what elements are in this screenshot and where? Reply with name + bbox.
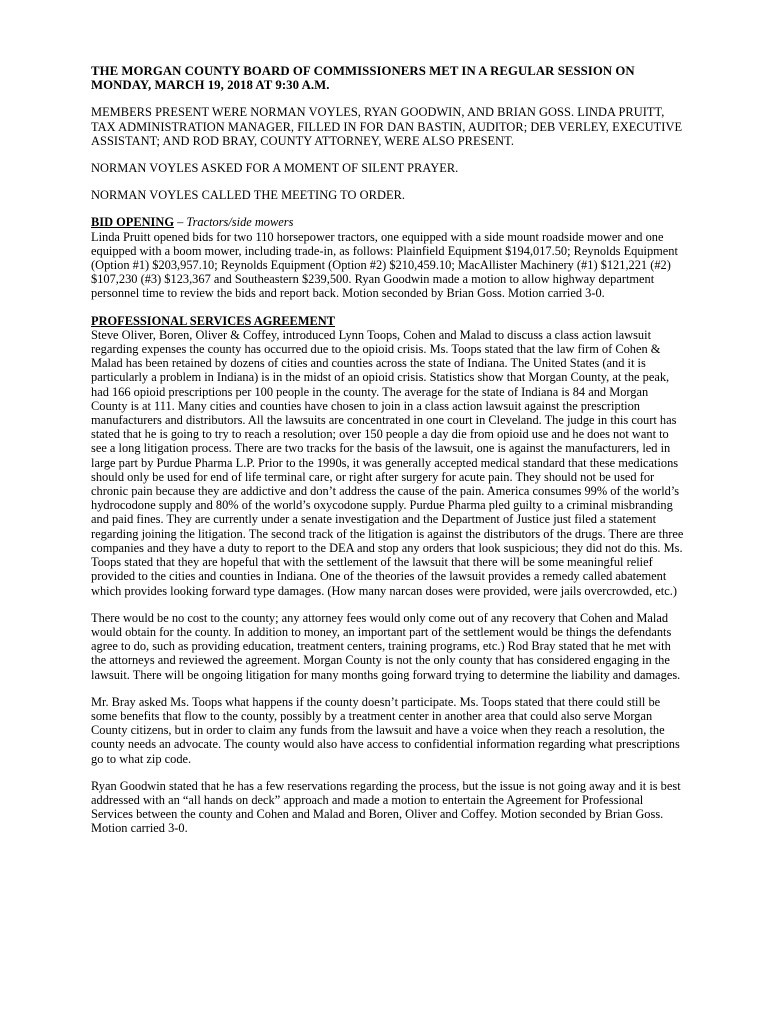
bid-opening-dash: – (173, 215, 187, 230)
cost-paragraph: There would be no cost to the county; any attorney fees would only come out of any recovery that Cohen and Malad would obtain for the county. In addition to money, an important part of the settlement would be things the defendants agree to do, such as providing education, treatment centers, training programs, etc.) Rod Bray stated that he met with the attorneys and reviewed the agreement. Morgan County is not the only county that has considered engaging in the lawsuit. There will be ongoing litigation for many months going forward trying to determine the liability and damages. (91, 610, 681, 682)
bid-opening-body: Linda Pruitt opened bids for two 110 horsepower tractors, one equipped with a side mount roadside mower and one equipped with a boom mower, including trade-in, as follows: Plainfield Equipment $194,017.50; Reynolds Equipment (Option #1) $203,957.10; Reynolds Equipment (Option #2) $210,459.10; MacAllister Machinery (#1) $121,221 (#2) $107,230 (#3) $123,367 and Southeastern $239,500. Ryan Goodwin made a motion to allow highway department personnel time to review the bids and report back. Motion seconded by Brian Goss. Motion carried 3-0. (91, 229, 678, 301)
professional-services-body: Steve Oliver, Boren, Oliver & Coffey, introduced Lynn Toops, Cohen and Malad to discuss a class action lawsuit regarding expenses the county has occurred due to the opioid crisis. Ms. Toops stated that the law firm of Cohen & Malad has been retained by dozens of cities and counties across the state of Indiana. The United States (and it is particularly a problem in Indiana) is in the midst of an opioid crisis. Statistics show that Morgan County, at the peak, had 166 opioid prescriptions per 100 people in the county. The average for the state of Indiana is 84 and Morgan County is at 111. Many cities and counties have chosen to join in a class action lawsuit against the prescription manufacturers and distributors. All the lawsuits are concentrated in one court in Cleveland. The judge in this court has stated that he is going to try to reach a resolution; over 150 people a day die from opioid use and he does not want to see a long litigation process. There are two tracks for the basis of the lawsuit, one is against the manufacturers, led in large part by Purdue Pharma L.P. Prior to the 1990s, it was generally accepted medical standard that these medications should only be used for end of life terminal care, or right after surgery for acute pain. They should not be used for chronic pain because they are addictive and don’t address the cause of the pain. America consumes 99% of the world’s hydrocodone supply and 80% of the world’s oxycodone supply. Purdue Pharma pled guilty to a criminal misbranding and paid fines. They are currently under a senate investigation and the Department of Justice just filed a statement regarding joining the litigation. The second track of the litigation is against the distributors of the drugs. There are three companies and they have a duty to report to the DEA and stop any orders that look suspicious; they did not do this. Ms. Toops stated that they are hopeful that with the settlement of the lawsuit that there will be some meaningful relief provided to the cities and counties in Indiana. One of the theories of the lawsuit provides a remedy called abatement which provides looking forward type damages. (How many narcan doses were provided, were jails overcrowded, etc.) (91, 327, 684, 598)
meeting-heading: THE MORGAN COUNTY BOARD OF COMMISSIONERS MET IN A REGULAR SESSION ON MONDAY, MARCH 19, 2018 AT 9:30 A.M. (91, 64, 635, 93)
motion-paragraph: Ryan Goodwin stated that he has a few reservations regarding the process, but the issue is not going away and it is best addressed with an “all hands on deck” approach and made a motion to entertain the Agreement for Professional Services between the county and Cohen and Malad and Boren, Oliver and Coffey. Motion seconded by Brian Goss. Motion carried 3-0. (91, 778, 681, 836)
bid-opening-title: BID OPENING (91, 215, 174, 230)
prayer-paragraph: NORMAN VOYLES ASKED FOR A MOMENT OF SILENT PRAYER. (91, 161, 459, 176)
call-to-order-paragraph: NORMAN VOYLES CALLED THE MEETING TO ORDER. (91, 188, 406, 203)
members-present-paragraph: MEMBERS PRESENT WERE NORMAN VOYLES, RYAN GOODWIN, AND BRIAN GOSS. LINDA PRUITT, TAX ADMINISTRATION MANAGER, FILLED IN FOR DAN BASTIN, AUDITOR; DEB VERLEY, EXECUTIVE ASSISTANT; AND ROD BRAY, COUNTY ATTORNEY, WERE ALSO PRESENT. (91, 105, 683, 148)
participation-paragraph: Mr. Bray asked Ms. Toops what happens if the county doesn’t participate. Ms. Toops stated that there could still be some benefits that flow to the county, possibly by a treatment center in another area that could also serve Morgan County citizens, but in order to claim any funds from the lawsuit and have a voice when they reach a resolution, the county needs an advocate. The county would also have access to confidential information regarding what prescriptions go to what zip code. (91, 694, 680, 766)
bid-opening-header (91, 215, 684, 229)
professional-services-title: PROFESSIONAL SERVICES AGREEMENT (91, 313, 335, 328)
professional-services-header (91, 314, 684, 328)
bid-opening-section (91, 215, 684, 300)
bid-opening-subtitle: Tractors/side mowers (186, 215, 294, 230)
professional-services-section (91, 314, 684, 836)
